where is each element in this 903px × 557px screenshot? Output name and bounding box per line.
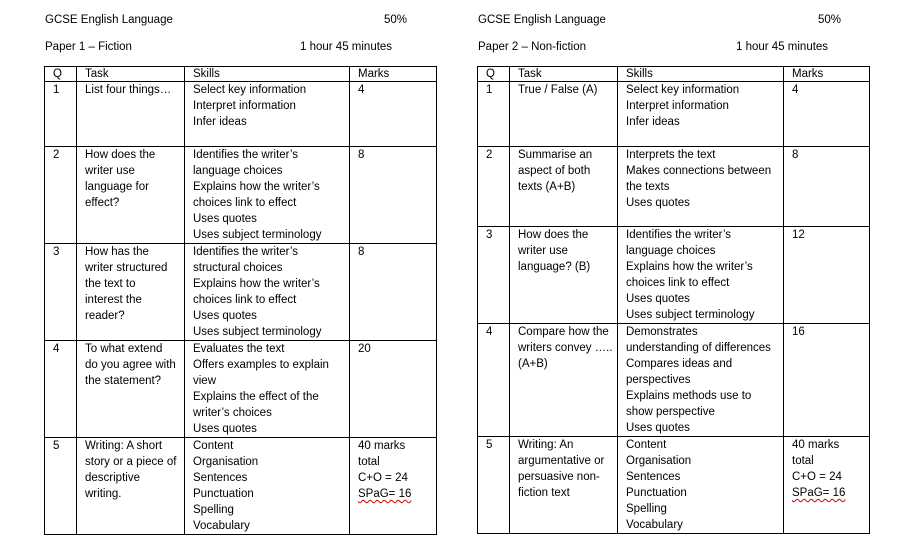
skill-line: Explains methods use to [626, 390, 752, 402]
task-line: do you agree with [85, 359, 176, 371]
skill-line: the texts [626, 181, 670, 193]
skill-line: Uses quotes [193, 423, 257, 435]
skill-line: Select key information [193, 84, 307, 96]
marks-line: 4 [358, 84, 365, 96]
question-number: 3 [478, 227, 510, 324]
skills-cell [618, 324, 784, 437]
skill-line: Spelling [626, 503, 667, 515]
marks-line: 40 marks [792, 439, 840, 451]
skill-line: Identifies the writer’s [193, 149, 299, 161]
skill-line: Interprets the text [626, 149, 716, 161]
marks-cell [784, 147, 870, 227]
task-line: persuasive non- [518, 471, 600, 483]
marks-cell [350, 244, 437, 341]
skill-line: Compares ideas and [626, 358, 733, 370]
skill-line: Uses subject terminology [626, 309, 755, 321]
skill-line: Uses quotes [626, 293, 690, 305]
skills-cell [618, 437, 784, 534]
task-line: Writing: A short [85, 440, 163, 452]
table-row [45, 82, 437, 147]
marks-line: SPaG= 16 [358, 488, 412, 500]
task-line: writer use [85, 165, 135, 177]
skill-line: Uses quotes [626, 422, 690, 434]
col-q-header: Q [478, 67, 510, 82]
skill-line: language choices [193, 165, 283, 177]
skills-cell [185, 341, 350, 438]
table-row [478, 324, 870, 437]
question-number: 4 [478, 324, 510, 437]
skill-line: view [193, 375, 217, 387]
skill-line: writer’s choices [193, 407, 272, 419]
skill-line: Sentences [626, 471, 681, 483]
table-row [478, 82, 870, 147]
paper-2-duration: 1 hour 45 minutes [736, 41, 829, 53]
task-line: fiction text [518, 487, 570, 499]
task-line: writers convey ….. [518, 342, 613, 354]
task-cell [77, 82, 185, 147]
task-cell [510, 147, 618, 227]
task-line: Summarise an [518, 149, 593, 161]
marks-cell [784, 324, 870, 437]
task-line: writer structured [85, 262, 168, 274]
task-line: interest the [85, 294, 142, 306]
paper-2-weight: 50% [818, 14, 842, 26]
question-number: 5 [478, 437, 510, 534]
col-task-header: Task [510, 67, 618, 82]
marks-line: 4 [792, 84, 799, 96]
question-number: 4 [45, 341, 77, 438]
skill-line: Identifies the writer’s [626, 229, 732, 241]
marks-line: 12 [792, 229, 805, 241]
skill-line: Select key information [626, 84, 740, 96]
skill-line: Content [626, 439, 667, 451]
skill-line: choices link to effect [193, 294, 297, 306]
skill-line: structural choices [193, 262, 283, 274]
task-line: the statement? [85, 375, 162, 387]
skill-line: Makes connections between [626, 165, 772, 177]
marks-cell [350, 147, 437, 244]
question-number: 1 [45, 82, 77, 147]
task-cell [510, 324, 618, 437]
table-row [478, 437, 870, 534]
task-line: texts (A+B) [518, 181, 576, 193]
marks-line: 20 [358, 343, 371, 355]
task-line: language for [85, 181, 149, 193]
skills-cell [185, 147, 350, 244]
marks-line: SPaG= 16 [792, 487, 846, 499]
task-line: Writing: An [518, 439, 574, 451]
task-cell [77, 244, 185, 341]
skill-line: perspectives [626, 374, 691, 386]
task-line: (A+B) [518, 358, 548, 370]
marks-line: 8 [358, 246, 365, 258]
marks-line: 16 [792, 326, 805, 338]
skill-line: Uses subject terminology [193, 229, 322, 241]
skill-line: Infer ideas [193, 116, 247, 128]
skill-line: Organisation [193, 456, 259, 468]
marks-line: total [358, 456, 380, 468]
task-line: the text to [85, 278, 136, 290]
task-line: story or a piece of [85, 456, 177, 468]
skill-line: Interpret information [626, 100, 729, 112]
col-marks-header: Marks [350, 67, 437, 82]
question-number: 2 [45, 147, 77, 244]
paper-1-weight: 50% [384, 14, 408, 26]
question-number: 1 [478, 82, 510, 147]
paper-1-title: Paper 1 – Fiction [45, 41, 132, 53]
question-number: 2 [478, 147, 510, 227]
task-line: descriptive [85, 472, 140, 484]
skill-line: Uses quotes [193, 310, 257, 322]
skill-line: Evaluates the text [193, 343, 285, 355]
skills-cell [185, 82, 350, 147]
skills-cell [618, 147, 784, 227]
col-skills-header: Skills [618, 67, 784, 82]
skill-line: Identifies the writer’s [193, 246, 299, 258]
task-cell [510, 437, 618, 534]
task-line: True / False (A) [518, 84, 598, 96]
marks-cell [784, 82, 870, 147]
skill-line: Vocabulary [193, 520, 250, 532]
task-line: How does the [518, 229, 589, 241]
marks-cell [784, 227, 870, 324]
skill-line: Uses quotes [193, 213, 257, 225]
skill-line: Explains how the writer’s [626, 261, 753, 273]
col-marks-header: Marks [784, 67, 870, 82]
task-cell [77, 147, 185, 244]
skill-line: Punctuation [193, 488, 254, 500]
table-header-row [478, 67, 870, 82]
task-cell [510, 82, 618, 147]
task-line: To what extend [85, 343, 163, 355]
marks-line: 8 [358, 149, 365, 161]
task-line: reader? [85, 310, 125, 322]
paper-1-duration: 1 hour 45 minutes [300, 41, 393, 53]
question-number: 3 [45, 244, 77, 341]
skills-cell [185, 244, 350, 341]
task-line: effect? [85, 197, 120, 209]
marks-cell [350, 341, 437, 438]
paper-2-subject: GCSE English Language [478, 14, 606, 26]
paper-2-table [477, 66, 870, 534]
table-row [478, 147, 870, 227]
skill-line: Uses subject terminology [193, 326, 322, 338]
marks-line: total [792, 455, 814, 467]
skills-cell [185, 438, 350, 535]
table-row [478, 227, 870, 324]
task-cell [77, 341, 185, 438]
task-line: How has the [85, 246, 149, 258]
skill-line: Infer ideas [626, 116, 680, 128]
col-task-header: Task [77, 67, 185, 82]
skill-line: Uses quotes [626, 197, 690, 209]
marks-line: 40 marks [358, 440, 406, 452]
marks-cell [350, 438, 437, 535]
marks-cell [784, 437, 870, 534]
paper-2-title: Paper 2 – Non-fiction [478, 41, 587, 53]
skill-line: Explains how the writer’s [193, 278, 320, 290]
skill-line: Interpret information [193, 100, 296, 112]
skill-line: Punctuation [626, 487, 687, 499]
skill-line: Demonstrates [626, 326, 698, 338]
marks-cell [350, 82, 437, 147]
table-row [45, 341, 437, 438]
marks-line: 8 [792, 149, 799, 161]
task-cell [77, 438, 185, 535]
paper-1-table [44, 66, 437, 535]
task-line: argumentative or [518, 455, 605, 467]
task-line: List four things… [85, 84, 172, 96]
skill-line: choices link to effect [193, 197, 297, 209]
col-skills-header: Skills [185, 67, 350, 82]
skill-line: Explains how the writer’s [193, 181, 320, 193]
skill-line: understanding of differences [626, 342, 771, 354]
skill-line: Sentences [193, 472, 248, 484]
task-line: Compare how the [518, 326, 609, 338]
question-number: 5 [45, 438, 77, 535]
skill-line: Explains the effect of the [193, 391, 319, 403]
skill-line: choices link to effect [626, 277, 730, 289]
skill-line: Spelling [193, 504, 234, 516]
table-row [45, 438, 437, 535]
task-line: writing. [85, 488, 122, 500]
task-cell [510, 227, 618, 324]
skill-line: language choices [626, 245, 716, 257]
task-line: How does the [85, 149, 156, 161]
skills-cell [618, 82, 784, 147]
paper-1-subject: GCSE English Language [45, 14, 173, 26]
marks-line: C+O = 24 [358, 472, 408, 484]
col-q-header: Q [45, 67, 77, 82]
skill-line: Vocabulary [626, 519, 683, 531]
skills-cell [618, 227, 784, 324]
table-row [45, 244, 437, 341]
skill-line: Offers examples to explain [193, 359, 329, 371]
task-line: aspect of both [518, 165, 591, 177]
table-row [45, 147, 437, 244]
skill-line: Content [193, 440, 234, 452]
skill-line: Organisation [626, 455, 692, 467]
skill-line: show perspective [626, 406, 715, 418]
task-line: language? (B) [518, 261, 591, 273]
table-header-row [45, 67, 437, 82]
marks-line: C+O = 24 [792, 471, 842, 483]
task-line: writer use [518, 245, 568, 257]
